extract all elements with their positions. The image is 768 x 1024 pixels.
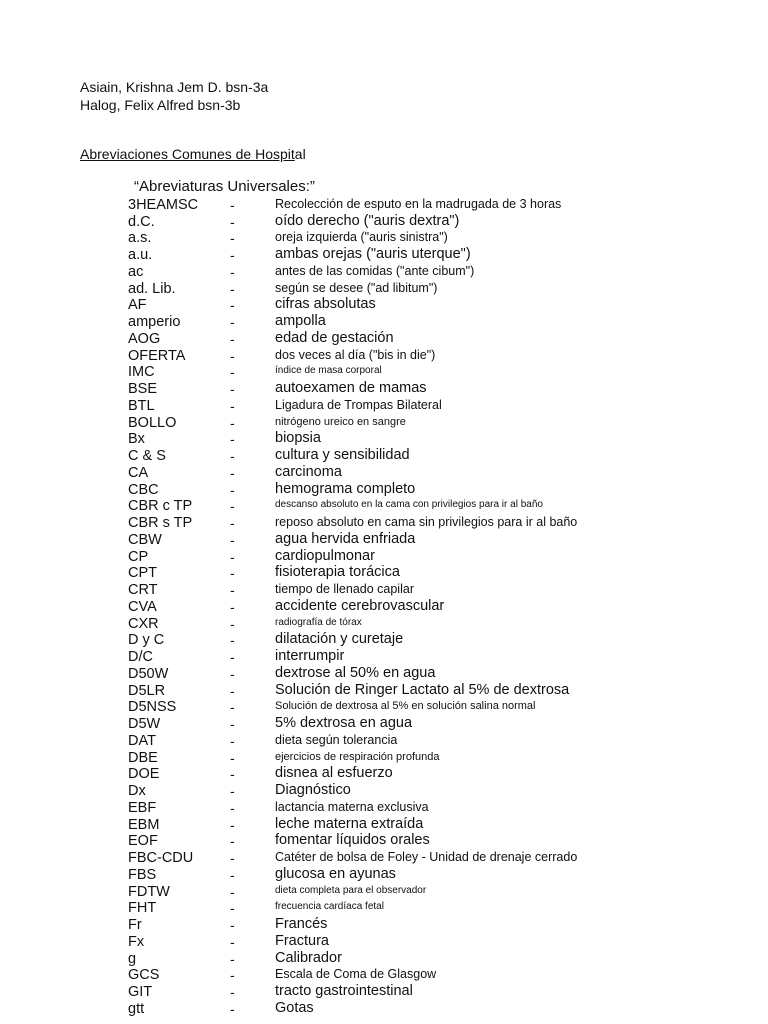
abbreviation-definition: dos veces al día ("bis in die")	[275, 347, 436, 362]
separator-dash: -	[230, 866, 235, 883]
abbreviation-definition: Escala de Coma de Glasgow	[275, 967, 437, 982]
separator-dash: -	[230, 196, 235, 213]
abbreviation-row	[128, 816, 748, 833]
abbreviation-row	[128, 632, 748, 649]
abbreviation-definition: Calibrador	[275, 949, 342, 966]
separator-dash: -	[230, 766, 235, 783]
separator-dash: -	[230, 297, 235, 314]
separator-dash: -	[230, 414, 235, 431]
separator-dash: -	[230, 883, 235, 900]
abbreviation-term: D5NSS	[128, 699, 177, 716]
abbreviation-row	[128, 648, 748, 665]
separator-dash: -	[230, 381, 235, 397]
abbreviation-term: FBS	[128, 866, 157, 883]
separator-dash: -	[230, 498, 235, 515]
abbreviation-term: a.s.	[128, 230, 152, 247]
abbreviation-definition: carcinoma	[275, 463, 342, 480]
separator-dash: -	[230, 967, 235, 984]
abbreviation-term: Dx	[128, 783, 146, 799]
abbreviation-term: a.u.	[128, 247, 153, 263]
abbreviation-term: DOE	[128, 766, 160, 783]
abbreviation-definition: dieta según tolerancia	[275, 732, 398, 747]
abbreviation-term: CRT	[128, 582, 158, 598]
separator-dash: -	[230, 850, 235, 866]
separator-dash: -	[230, 213, 235, 230]
abbreviation-term: CBR c TP	[128, 498, 193, 515]
abbreviation-definition: Fractura	[275, 932, 329, 949]
abbreviation-row	[128, 749, 748, 766]
separator-dash: -	[230, 448, 235, 464]
abbreviation-row	[128, 665, 748, 682]
abbreviation-term: OFERTA	[128, 347, 186, 364]
abbreviation-definition: leche materna extraída	[275, 815, 424, 832]
abbreviation-row	[128, 565, 748, 582]
abbreviation-row	[128, 347, 748, 364]
abbreviation-term: BOLLO	[128, 414, 177, 431]
abbreviation-term: EOF	[128, 833, 158, 850]
separator-dash: -	[230, 984, 235, 1000]
abbreviation-term: FDTW	[128, 883, 170, 900]
separator-dash: -	[230, 431, 235, 448]
abbreviation-term: Fx	[128, 933, 145, 950]
abbreviation-definition: Ligadura de Trompas Bilateral	[275, 397, 442, 412]
abbreviation-row	[128, 866, 748, 883]
abbreviation-term: D5LR	[128, 682, 166, 699]
separator-dash: -	[230, 481, 235, 498]
abbreviation-term: g	[128, 950, 137, 967]
abbreviation-row	[128, 380, 748, 397]
separator-dash: -	[230, 531, 235, 548]
abbreviation-term: AOG	[128, 330, 161, 347]
abbreviation-row	[128, 514, 748, 531]
separator-dash: -	[230, 230, 235, 247]
separator-dash: -	[230, 314, 235, 330]
abbreviation-definition: oreja izquierda ("auris sinistra")	[275, 230, 448, 245]
separator-dash: -	[230, 548, 235, 565]
separator-dash: -	[230, 565, 235, 582]
abbreviation-row	[128, 766, 748, 783]
separator-dash: -	[230, 950, 235, 967]
abbreviation-definition: reposo absoluto en cama sin privilegios para ir al baño	[275, 515, 578, 529]
abbreviation-term: D y C	[128, 632, 165, 649]
abbreviation-row	[128, 481, 748, 498]
abbreviation-row	[128, 414, 748, 431]
document-title	[80, 145, 306, 163]
separator-dash: -	[230, 649, 235, 665]
abbreviation-definition: radiografía de tórax	[275, 616, 362, 628]
separator-dash: -	[230, 900, 235, 917]
abbreviation-definition: Recolección de esputo en la madrugada de 3 horas	[275, 196, 562, 211]
abbreviation-term: CBC	[128, 481, 159, 498]
abbreviation-definition: ampolla	[275, 313, 326, 329]
abbreviation-row	[128, 397, 748, 414]
section-heading: “Abreviaturas Universales:”	[134, 178, 315, 195]
separator-dash: -	[230, 247, 235, 263]
abbreviation-term: C & S	[128, 448, 166, 464]
abbreviation-row	[128, 297, 748, 314]
abbreviation-definition: accidente cerebrovascular	[275, 597, 445, 614]
abbreviation-definition: tracto gastrointestinal	[275, 983, 413, 999]
abbreviation-definition: glucosa en ayunas	[275, 865, 396, 882]
abbreviation-row	[128, 464, 748, 481]
document-title-rest: al	[294, 146, 306, 162]
separator-dash: -	[230, 615, 235, 632]
author-line: Halog, Felix Alfred bsn-3b	[80, 97, 241, 113]
separator-dash: -	[230, 732, 235, 749]
abbreviation-row	[128, 799, 748, 816]
abbreviation-definition: cardiopulmonar	[275, 547, 375, 564]
abbreviation-row	[128, 833, 748, 850]
abbreviation-definition: según se desee ("ad libitum")	[275, 280, 438, 295]
abbreviation-term: ac	[128, 263, 144, 280]
abbreviation-row	[128, 967, 748, 984]
separator-dash: -	[230, 917, 235, 933]
abbreviation-definition: cultura y sensibilidad	[275, 447, 410, 463]
abbreviation-definition: disnea al esfuerzo	[275, 765, 393, 782]
abbreviation-row	[128, 782, 748, 799]
abbreviation-definition: dextrose al 50% en agua	[275, 664, 436, 681]
abbreviation-term: FHT	[128, 900, 157, 917]
abbreviation-term: Bx	[128, 431, 145, 448]
abbreviation-term: DAT	[128, 732, 156, 749]
abbreviation-term: CPT	[128, 565, 157, 582]
abbreviation-definition: agua hervida enfriada	[275, 530, 416, 547]
abbreviation-term: EBF	[128, 799, 157, 816]
abbreviation-definition: cifras absolutas	[275, 296, 376, 313]
abbreviation-row	[128, 615, 748, 632]
abbreviation-term: CVA	[128, 598, 157, 615]
abbreviation-definition: autoexamen de mamas	[275, 380, 427, 396]
abbreviation-row	[128, 447, 748, 464]
abbreviation-row	[128, 715, 748, 732]
author-list	[80, 78, 268, 114]
abbreviation-list	[128, 196, 748, 1017]
abbreviation-definition: fomentar líquidos orales	[275, 832, 430, 849]
abbreviation-term: d.C.	[128, 213, 155, 230]
abbreviation-definition: nitrógeno ureico en sangre	[275, 415, 406, 428]
abbreviation-definition: dieta completa para el observador	[275, 884, 427, 896]
abbreviation-definition: descanso absoluto en la cama con privilegios para ir al baño	[275, 499, 543, 511]
separator-dash: -	[230, 833, 235, 850]
separator-dash: -	[230, 632, 235, 649]
abbreviation-row	[128, 230, 748, 247]
separator-dash: -	[230, 364, 235, 381]
abbreviation-row	[128, 263, 748, 280]
separator-dash: -	[230, 1000, 235, 1017]
abbreviation-row	[128, 849, 748, 866]
abbreviation-definition: fisioterapia torácica	[275, 564, 400, 581]
abbreviation-row	[128, 431, 748, 448]
abbreviation-row	[128, 280, 748, 297]
separator-dash: -	[230, 464, 235, 481]
abbreviation-definition: Gotas	[275, 999, 314, 1016]
separator-dash: -	[230, 716, 235, 732]
separator-dash: -	[230, 280, 235, 297]
separator-dash: -	[230, 347, 235, 364]
separator-dash: -	[230, 263, 235, 280]
abbreviation-row	[128, 498, 748, 515]
separator-dash: -	[230, 749, 235, 766]
abbreviation-definition: Francés	[275, 916, 328, 932]
abbreviation-definition: dilatación y curetaje	[275, 631, 404, 648]
abbreviation-definition: ambas orejas ("auris uterque")	[275, 246, 471, 262]
abbreviation-term: D/C	[128, 649, 153, 665]
abbreviation-row	[128, 933, 748, 950]
separator-dash: -	[230, 397, 235, 414]
abbreviation-term: D5W	[128, 716, 161, 732]
abbreviation-term: CBW	[128, 531, 162, 548]
abbreviation-term: CP	[128, 548, 149, 565]
abbreviation-row	[128, 581, 748, 598]
abbreviation-term: FBC-CDU	[128, 850, 194, 866]
abbreviation-definition: interrumpir	[275, 648, 345, 664]
abbreviation-row	[128, 950, 748, 967]
separator-dash: -	[230, 783, 235, 799]
abbreviation-term: D50W	[128, 665, 169, 682]
abbreviation-row	[128, 531, 748, 548]
abbreviation-term: CXR	[128, 615, 159, 632]
separator-dash: -	[230, 699, 235, 716]
abbreviation-row	[128, 699, 748, 716]
abbreviation-row	[128, 900, 748, 917]
abbreviation-row	[128, 1000, 748, 1017]
abbreviation-term: BSE	[128, 381, 158, 397]
abbreviation-term: amperio	[128, 314, 181, 330]
separator-dash: -	[230, 330, 235, 347]
abbreviation-row	[128, 548, 748, 565]
abbreviation-row	[128, 313, 748, 330]
abbreviation-definition: frecuencia cardíaca fetal	[275, 901, 384, 913]
author-line: Asiain, Krishna Jem D. bsn-3a	[80, 79, 269, 95]
abbreviation-term: BTL	[128, 397, 155, 414]
abbreviation-definition: lactancia materna exclusiva	[275, 799, 429, 814]
abbreviation-term: ad. Lib.	[128, 280, 176, 297]
separator-dash: -	[230, 515, 235, 531]
abbreviation-definition: índice de masa corporal	[275, 365, 382, 377]
abbreviation-row	[128, 732, 748, 749]
abbreviation-row	[128, 213, 748, 230]
abbreviation-term: GCS	[128, 967, 160, 984]
document-title-underlined: Abreviaciones Comunes de Hospit	[80, 146, 295, 162]
abbreviation-term: DBE	[128, 749, 158, 766]
abbreviation-definition: tiempo de llenado capilar	[275, 582, 414, 596]
separator-dash: -	[230, 799, 235, 816]
separator-dash: -	[230, 682, 235, 699]
abbreviation-definition: Diagnóstico	[275, 782, 351, 798]
abbreviation-term: AF	[128, 297, 147, 314]
abbreviation-definition: oído derecho ("auris dextra")	[275, 212, 460, 229]
abbreviation-term: IMC	[128, 364, 155, 381]
separator-dash: -	[230, 582, 235, 598]
abbreviation-definition: Solución de dextrosa al 5% en solución salina normal	[275, 700, 536, 713]
abbreviation-definition: Solución de Ringer Lactato al 5% de dextrosa	[275, 681, 570, 698]
abbreviation-definition: edad de gestación	[275, 329, 394, 346]
abbreviation-row	[128, 246, 748, 263]
abbreviation-term: GIT	[128, 984, 153, 1000]
abbreviation-term: EBM	[128, 816, 160, 833]
abbreviation-term: 3HEAMSC	[128, 196, 199, 213]
abbreviation-term: CA	[128, 464, 149, 481]
abbreviation-row	[128, 916, 748, 933]
abbreviation-row	[128, 883, 748, 900]
separator-dash: -	[230, 816, 235, 833]
abbreviation-term: gtt	[128, 1000, 145, 1017]
abbreviation-row	[128, 364, 748, 381]
separator-dash: -	[230, 933, 235, 950]
separator-dash: -	[230, 598, 235, 615]
abbreviation-row	[128, 598, 748, 615]
abbreviation-row	[128, 983, 748, 1000]
abbreviation-term: CBR s TP	[128, 515, 193, 531]
abbreviation-definition: hemograma completo	[275, 480, 416, 497]
abbreviation-definition: ejercicios de respiración profunda	[275, 750, 440, 763]
abbreviation-row	[128, 682, 748, 699]
abbreviation-row	[128, 196, 748, 213]
separator-dash: -	[230, 665, 235, 682]
abbreviation-definition: antes de las comidas ("ante cibum")	[275, 263, 475, 278]
abbreviation-definition: biopsia	[275, 430, 321, 447]
abbreviation-definition: Catéter de bolsa de Foley - Unidad de drenaje cerrado	[275, 850, 578, 864]
abbreviation-row	[128, 330, 748, 347]
abbreviation-definition: 5% dextrosa en agua	[275, 715, 413, 731]
abbreviation-term: Fr	[128, 917, 142, 933]
